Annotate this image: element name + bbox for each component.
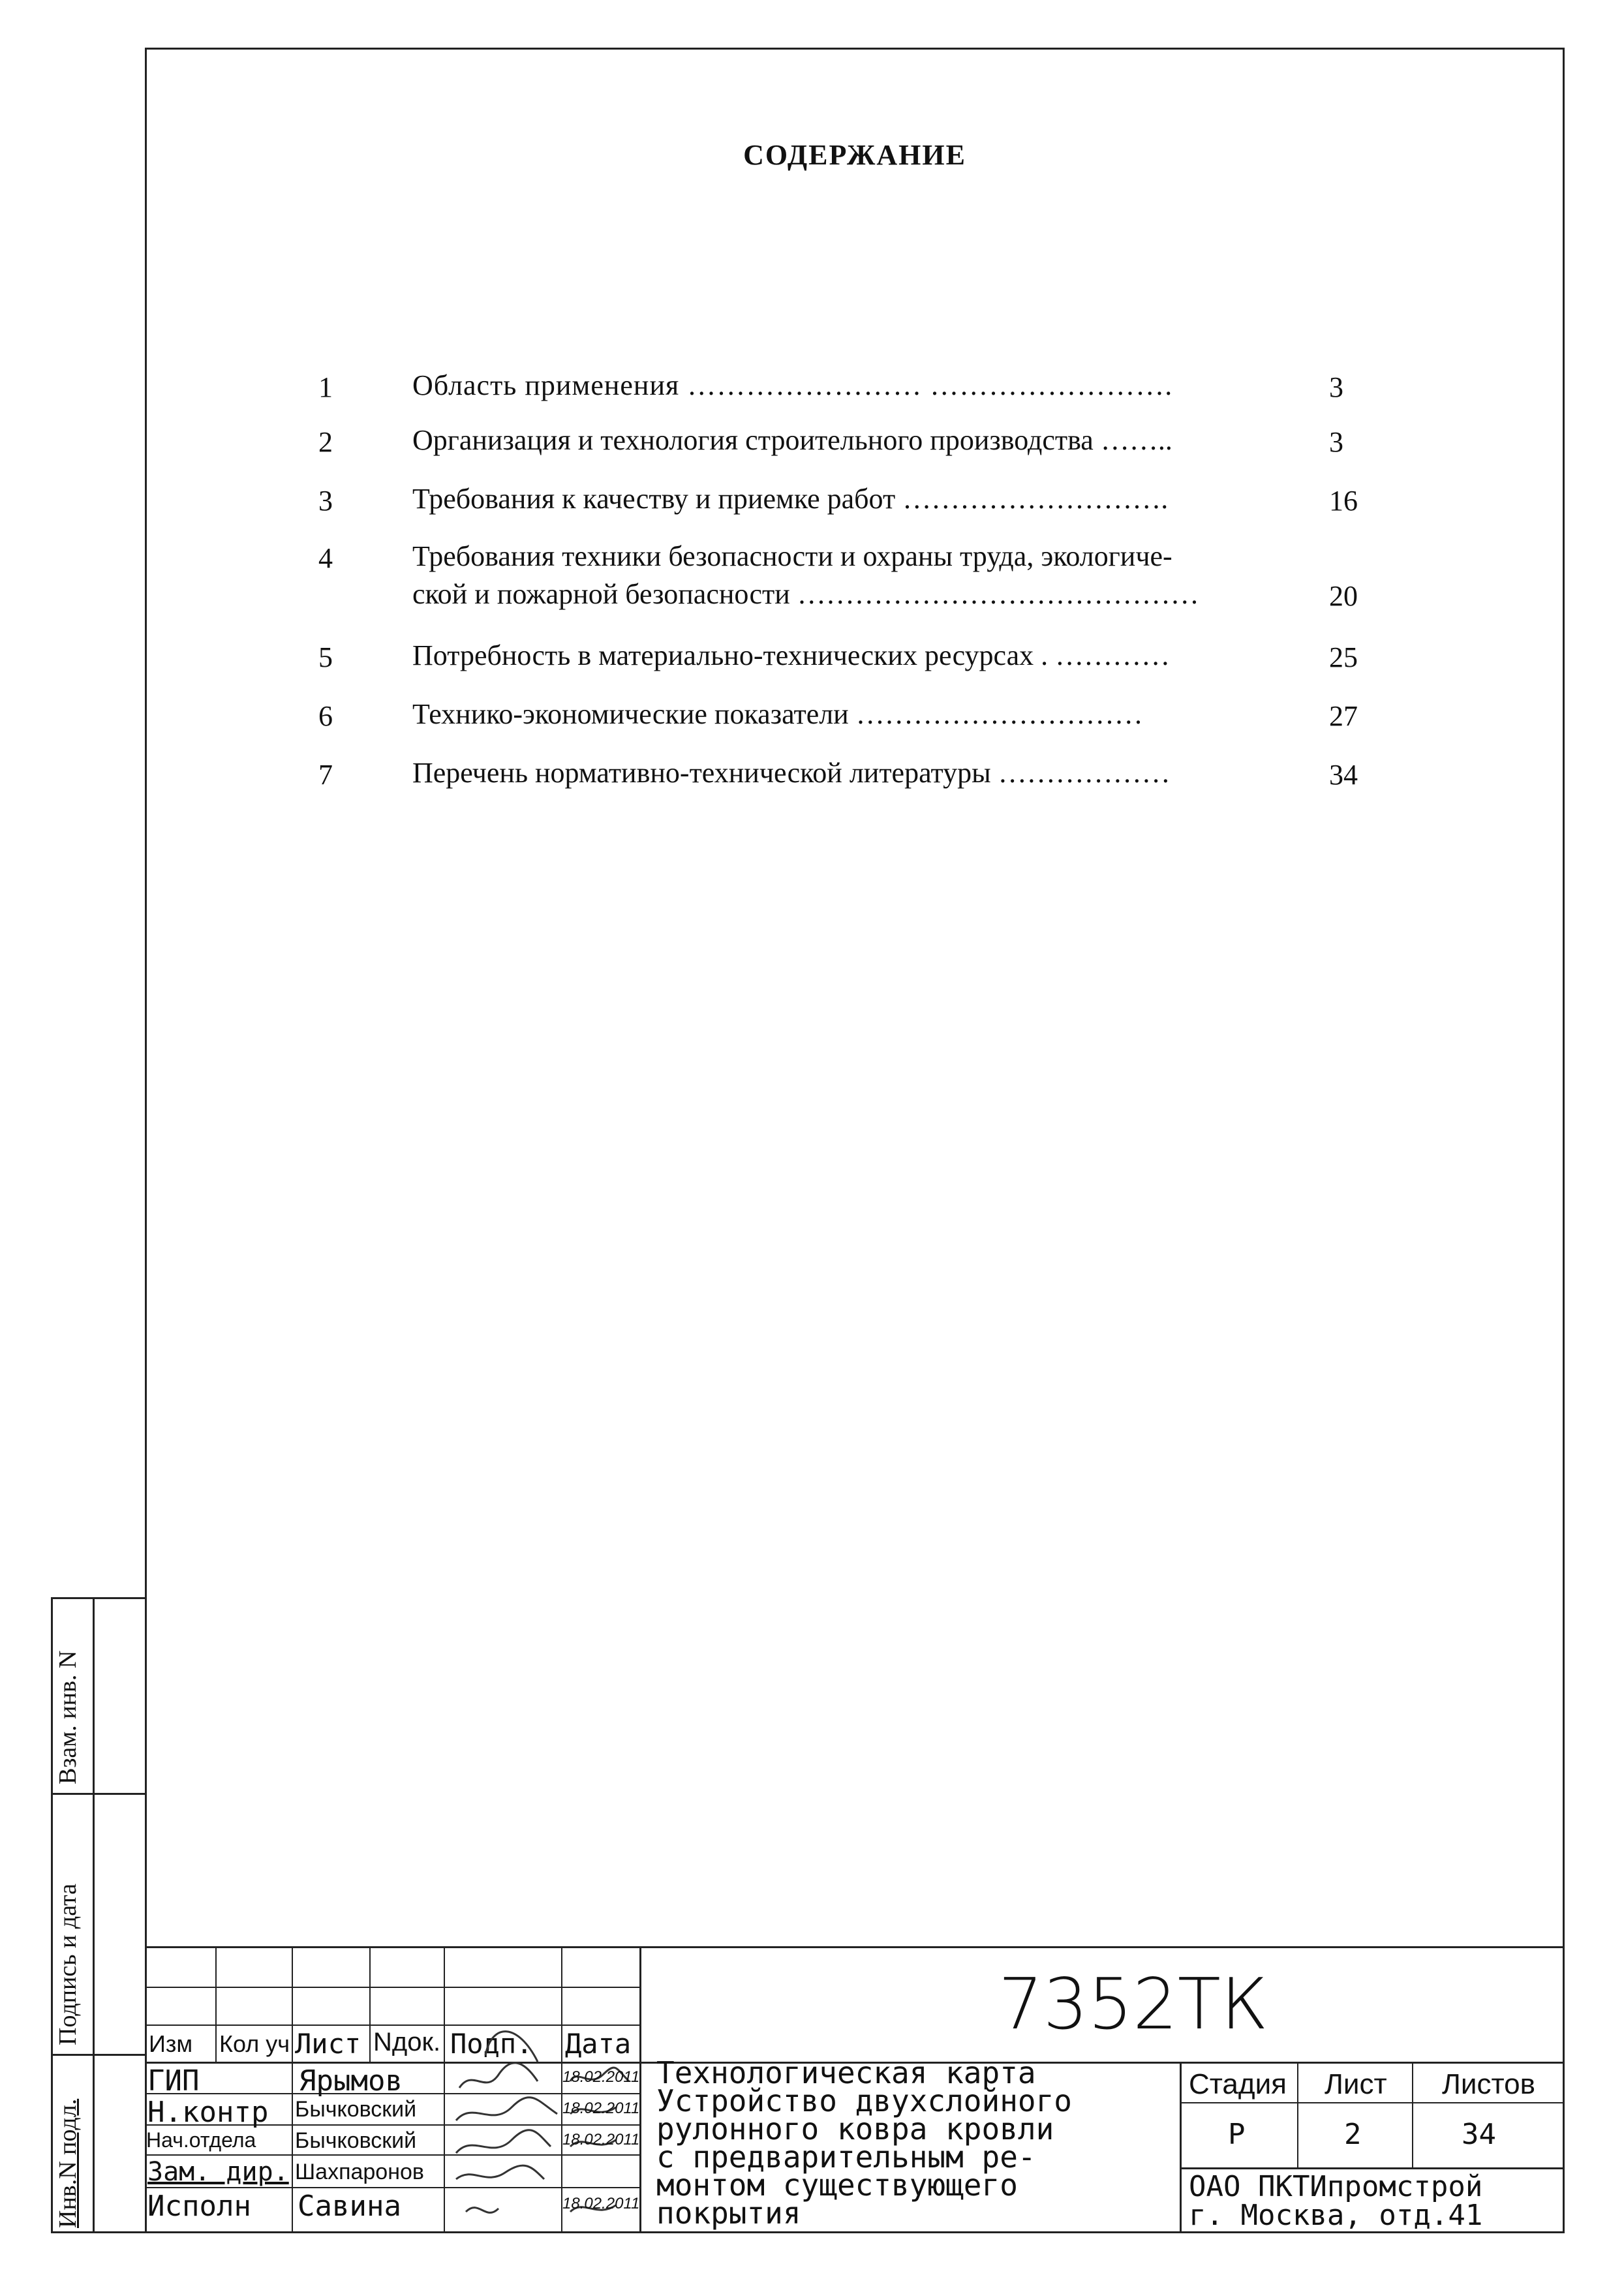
toc-entry-text: Организация и технология строительного производства …….. xyxy=(412,424,1172,456)
side-divider xyxy=(51,2231,145,2233)
sheet-label: Лист xyxy=(1325,2068,1387,2100)
sheets-label: Листов xyxy=(1442,2068,1535,2100)
document-code: 7352ТК xyxy=(998,1964,1268,2045)
toc-entry[interactable] xyxy=(412,695,1296,733)
sheet-value: 2 xyxy=(1344,2118,1362,2151)
name-zam-dir: Шахпаронов xyxy=(295,2160,424,2184)
header-kol-uch: Кол уч xyxy=(219,2030,290,2057)
header-list: Лист xyxy=(295,2028,361,2060)
toc-entry[interactable] xyxy=(412,637,1296,675)
toc-number: 5 xyxy=(318,641,333,673)
toc-number: 1 xyxy=(318,371,333,403)
toc-entry[interactable] xyxy=(412,367,1296,405)
vzam-inv-label: Взам. инв. N xyxy=(54,1650,82,1784)
toc-number: 6 xyxy=(318,700,333,732)
toc-entry-text: Область применения …………………… ……………………. xyxy=(412,369,1173,401)
toc-entry-text: Перечень нормативно-технической литературы ……………… xyxy=(412,757,1171,789)
document-title-line: Устройство двухслойного xyxy=(656,2083,1072,2118)
toc-entry[interactable] xyxy=(412,538,1296,613)
role-zam-dir: Зам. дир. xyxy=(147,2157,289,2187)
toc-entry-text: ской и пожарной безопасности …………………………………… xyxy=(412,578,1199,610)
toc-page: 16 xyxy=(1329,485,1358,517)
role-ispoln: Исполн xyxy=(147,2190,251,2223)
header-podp: Подп. xyxy=(450,2028,533,2060)
document-title-line: монтом существующего xyxy=(656,2167,1018,2203)
organization-name: ОАО ПКТИпромстрой xyxy=(1189,2170,1483,2203)
date-nach-otdela: 18.02.2011 xyxy=(562,2131,640,2148)
inv-podl-label: Инв.N подл. xyxy=(54,2098,82,2228)
toc-page: 34 xyxy=(1329,759,1358,791)
toc-page: 27 xyxy=(1329,700,1358,732)
document-title-line: Технологическая карта xyxy=(656,2055,1036,2090)
role-n-kontr: Н.контр xyxy=(147,2096,269,2129)
document-title xyxy=(656,2055,1072,2231)
toc-number: 7 xyxy=(318,759,333,791)
date-ispoln: 18.02.2011 xyxy=(562,2195,640,2212)
name-gip: Ярымов xyxy=(299,2064,403,2098)
document-title-line: покрытия xyxy=(656,2195,801,2231)
organization-location: г. Москва, отд.41 xyxy=(1189,2199,1483,2232)
toc-number: 3 xyxy=(318,485,333,517)
date-n-kontr: 18.02.2011 xyxy=(562,2100,640,2117)
toc-entry-text: Требования техники безопасности и охраны труда, экологиче- xyxy=(412,540,1172,572)
toc-entry-text: Технико-экономические показатели ………………………… xyxy=(412,698,1143,730)
toc-entry[interactable] xyxy=(412,754,1296,792)
toc-number: 4 xyxy=(318,542,333,574)
side-divider xyxy=(51,1793,145,1795)
date-gip: 18.02.2011 xyxy=(562,2068,640,2086)
header-ndok: Nдок. xyxy=(373,2028,441,2056)
name-ispoln: Савина xyxy=(298,2190,401,2223)
sheets-value: 34 xyxy=(1462,2118,1496,2151)
role-gip: ГИП xyxy=(147,2064,200,2098)
toc-page: 3 xyxy=(1329,426,1343,458)
toc-page: 25 xyxy=(1329,641,1358,673)
document-title-line: с предварительным ре- xyxy=(656,2139,1036,2175)
toc-page: 3 xyxy=(1329,371,1343,403)
name-n-kontr: Бычковский xyxy=(295,2097,417,2122)
organization xyxy=(1189,2170,1483,2232)
toc-entry[interactable] xyxy=(412,480,1296,518)
podpis-data-label: Подпись и дата xyxy=(54,1883,82,2045)
toc-entry-text: Потребность в материально-технических ресурсах . ………… xyxy=(412,639,1171,671)
page-title: СОДЕРЖАНИЕ xyxy=(743,139,966,171)
side-divider xyxy=(93,1597,95,2233)
toc-entry-text: Требования к качеству и приемке работ ………………………. xyxy=(412,483,1169,515)
header-data: Дата xyxy=(565,2028,632,2060)
toc-entry[interactable] xyxy=(412,421,1296,459)
name-nach-otdela: Бычковский xyxy=(295,2128,417,2153)
toc-number: 2 xyxy=(318,426,333,458)
toc-page: 20 xyxy=(1329,580,1358,612)
stage-value: Р xyxy=(1228,2118,1246,2151)
document-title-line: рулонного ковра кровли xyxy=(656,2111,1054,2147)
stage-label: Стадия xyxy=(1189,2068,1287,2100)
side-divider xyxy=(51,2054,145,2056)
header-izm: Изм xyxy=(149,2030,193,2057)
role-nach-otdela: Нач.отдела xyxy=(146,2128,256,2152)
